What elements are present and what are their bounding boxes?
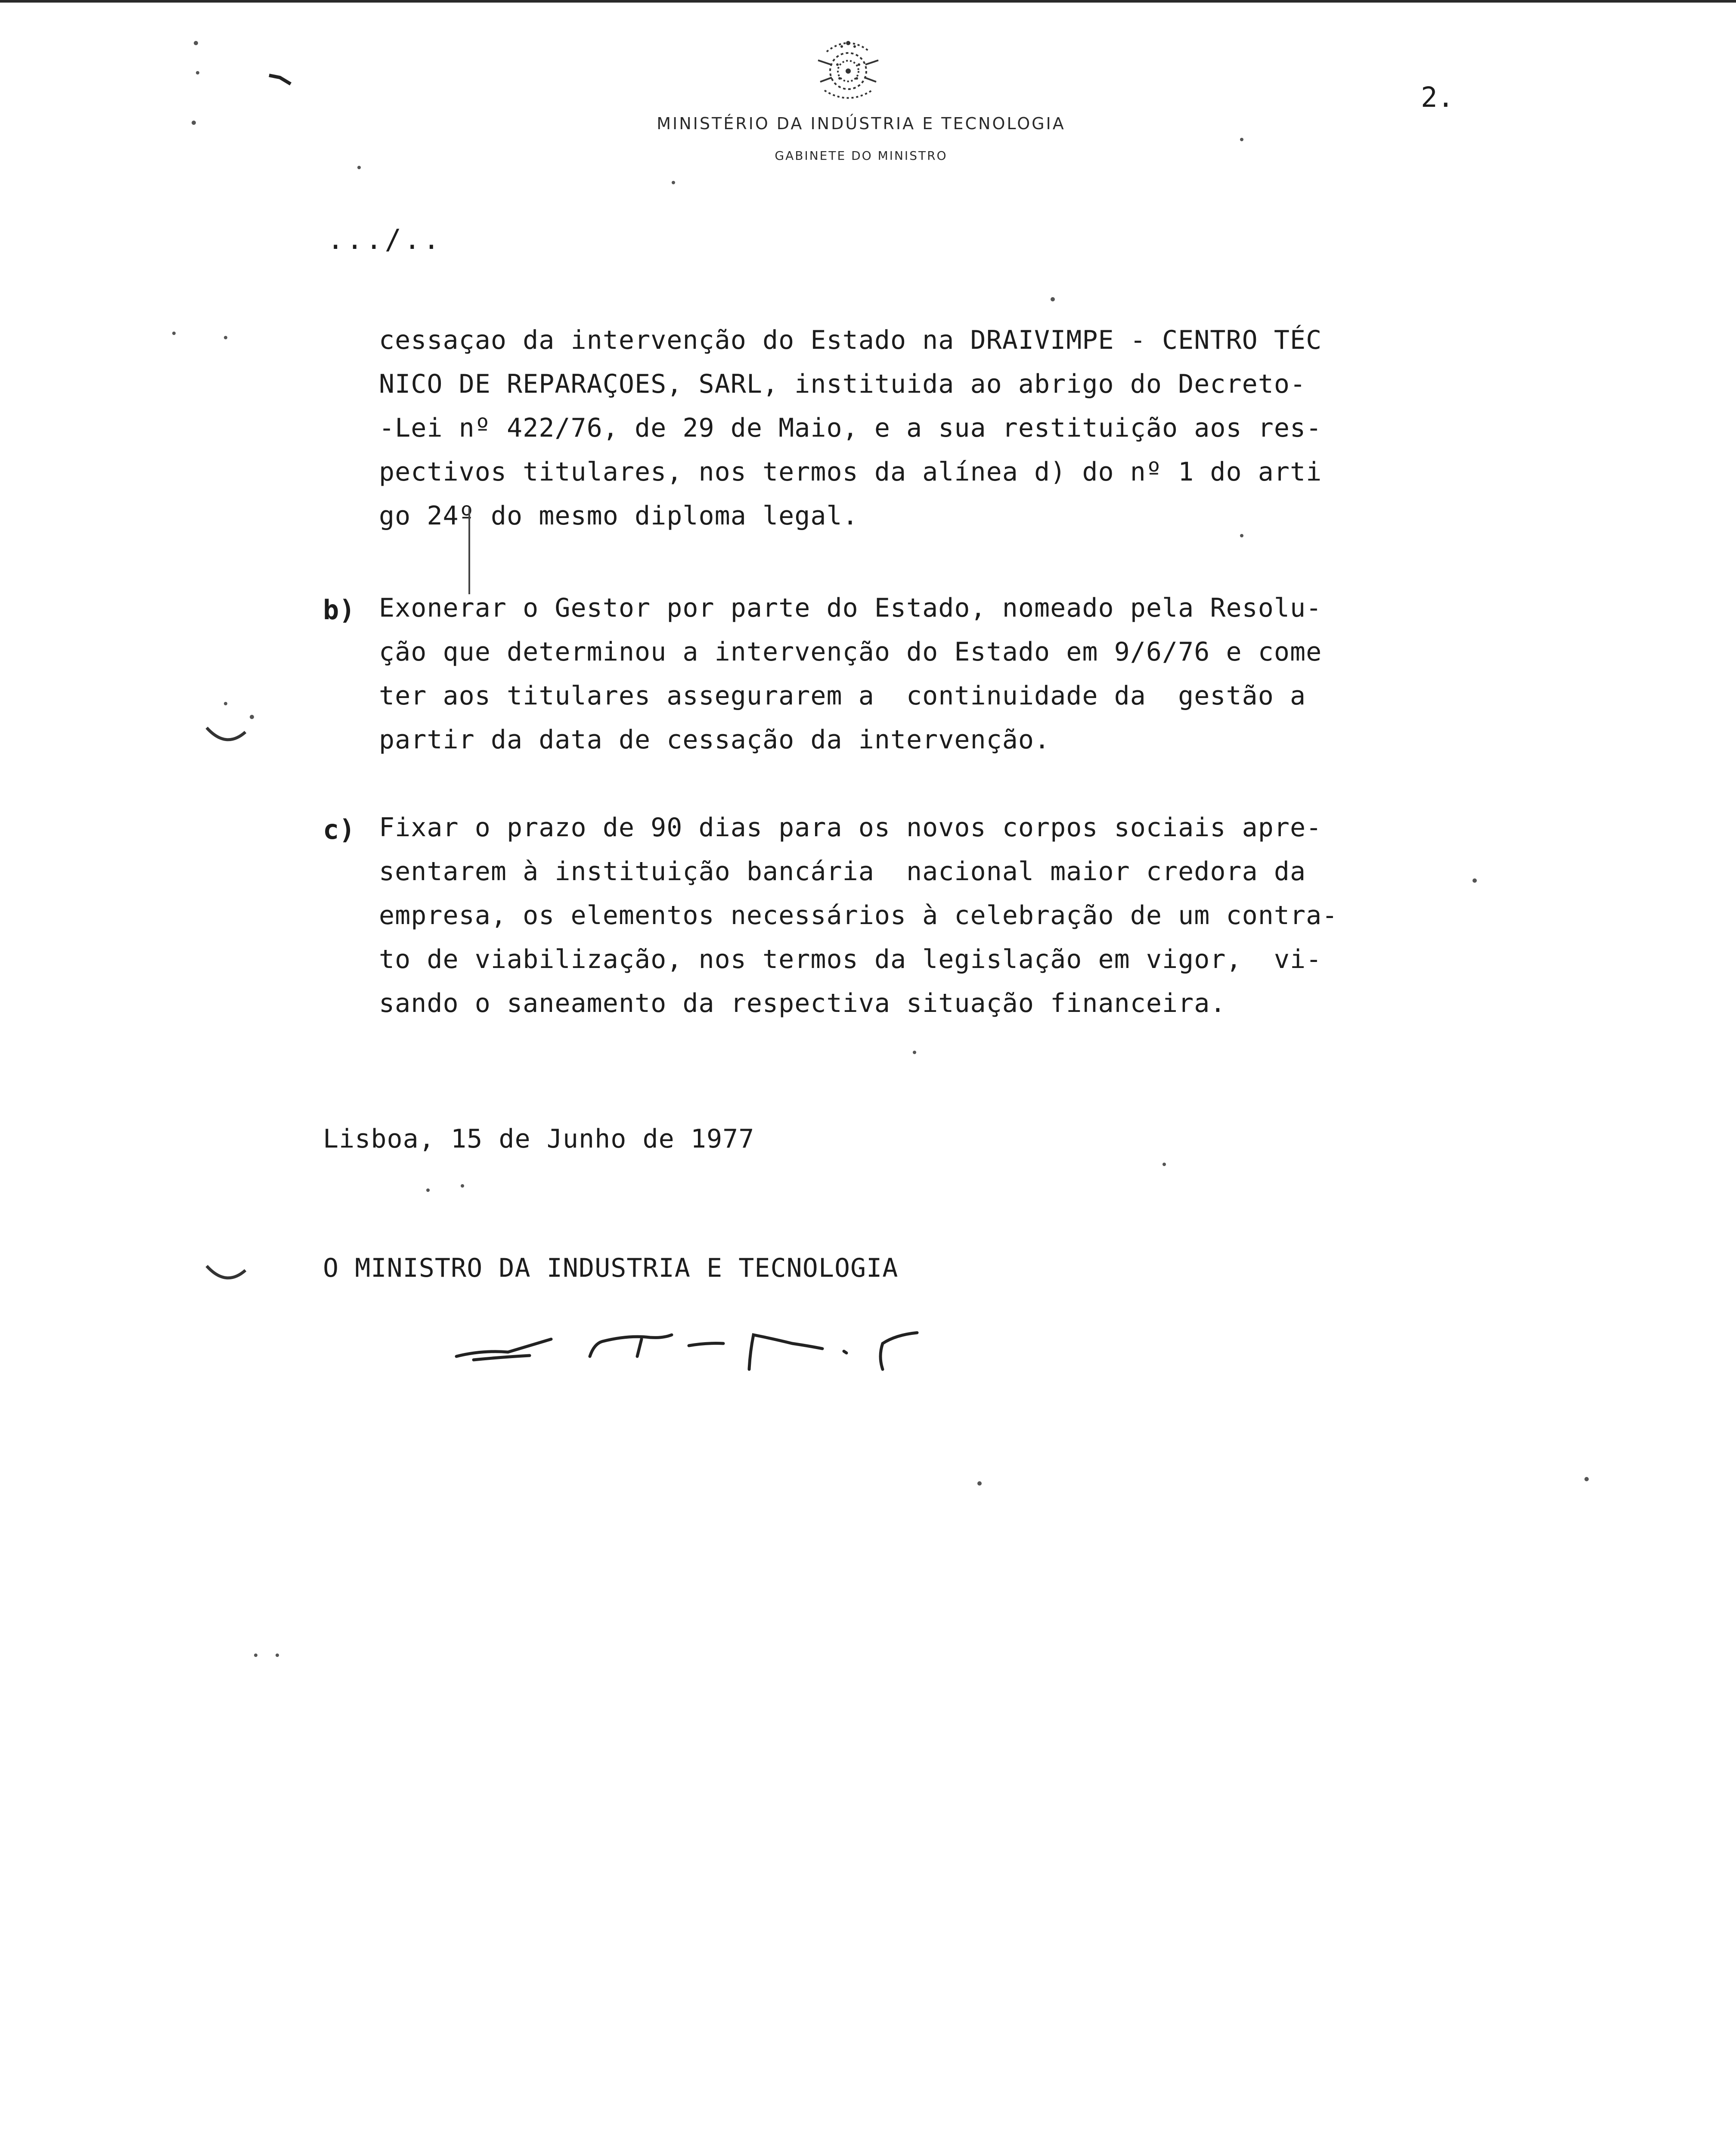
scan-speck — [1240, 534, 1243, 537]
item-c-line: sentarem à instituição bancária nacional maior credora da — [379, 856, 1306, 887]
punch-hole-mark — [202, 1262, 250, 1287]
scan-speck — [426, 1188, 430, 1192]
signatory-title: O MINISTRO DA INDUSTRIA E TECNOLOGIA — [323, 1253, 899, 1283]
item-c-line: to de viabilização, nos termos da legislação em vigor, vi- — [379, 944, 1322, 974]
ministry-name: MINISTÉRIO DA INDÚSTRIA E TECNOLOGIA — [657, 114, 1066, 133]
paragraph-a-line: NICO DE REPARAÇOES, SARL, instituida ao abrigo do Decreto- — [379, 369, 1306, 399]
scan-speck — [1584, 1477, 1589, 1481]
scan-speck — [1240, 138, 1243, 141]
item-b-label: b) — [323, 594, 355, 626]
scan-speck — [1162, 1163, 1166, 1166]
page-number: 2. — [1421, 82, 1454, 114]
scan-speck — [276, 1654, 279, 1657]
paragraph-a-line: -Lei nº 422/76, de 29 de Maio, e a sua restituição aos res- — [379, 413, 1322, 443]
scan-artifact-mark — [267, 69, 293, 86]
paragraph-a-line: go 24º do mesmo diploma legal. — [379, 501, 859, 531]
item-b-line: partir da data de cessação da intervenção. — [379, 725, 1051, 755]
scan-speck — [196, 71, 199, 74]
item-c-line: Fixar o prazo de 90 dias para os novos corpos sociais apre- — [379, 813, 1322, 843]
continuation-mark: .../.. — [327, 224, 443, 256]
item-c-label: c) — [323, 814, 355, 845]
coat-of-arms-emblem-icon — [801, 30, 896, 108]
scan-speck — [254, 1654, 257, 1657]
item-b-line: Exonerar o Gestor por parte do Estado, nomeado pela Resolu- — [379, 593, 1322, 623]
scan-speck — [977, 1481, 982, 1486]
scan-speck — [194, 41, 198, 45]
paragraph-a-line: pectivos titulares, nos termos da alínea d) do nº 1 do arti — [379, 457, 1322, 487]
scan-speck — [357, 166, 361, 169]
scan-speck — [224, 336, 227, 339]
scan-speck — [672, 181, 675, 184]
paragraph-a-line: cessaçao da intervenção do Estado na DRAIVIMPE - CENTRO TÉC — [379, 325, 1322, 355]
scan-speck — [1051, 297, 1055, 301]
item-b-line: ção que determinou a intervenção do Estado em 9/6/76 e come — [379, 637, 1322, 667]
scan-speck — [192, 121, 196, 125]
scan-speck — [172, 332, 176, 335]
cabinet-name: GABINETE DO MINISTRO — [775, 149, 948, 163]
top-border-rule — [0, 0, 1736, 3]
handwritten-signature — [448, 1309, 930, 1395]
punch-hole-mark — [202, 723, 250, 749]
item-c-line: empresa, os elementos necessários à celebração de um contra- — [379, 900, 1338, 931]
item-b-line: ter aos titulares assegurarem a continuidade da gestão a — [379, 681, 1306, 711]
scan-speck — [250, 715, 254, 719]
scan-speck — [913, 1051, 916, 1054]
scan-speck — [461, 1184, 464, 1188]
scan-speck — [224, 702, 227, 705]
correction-stroke-mark — [465, 508, 474, 594]
item-c-line: sando o saneamento da respectiva situação financeira. — [379, 988, 1226, 1018]
scan-speck — [1472, 878, 1477, 883]
place-and-date: Lisboa, 15 de Junho de 1977 — [323, 1124, 755, 1154]
